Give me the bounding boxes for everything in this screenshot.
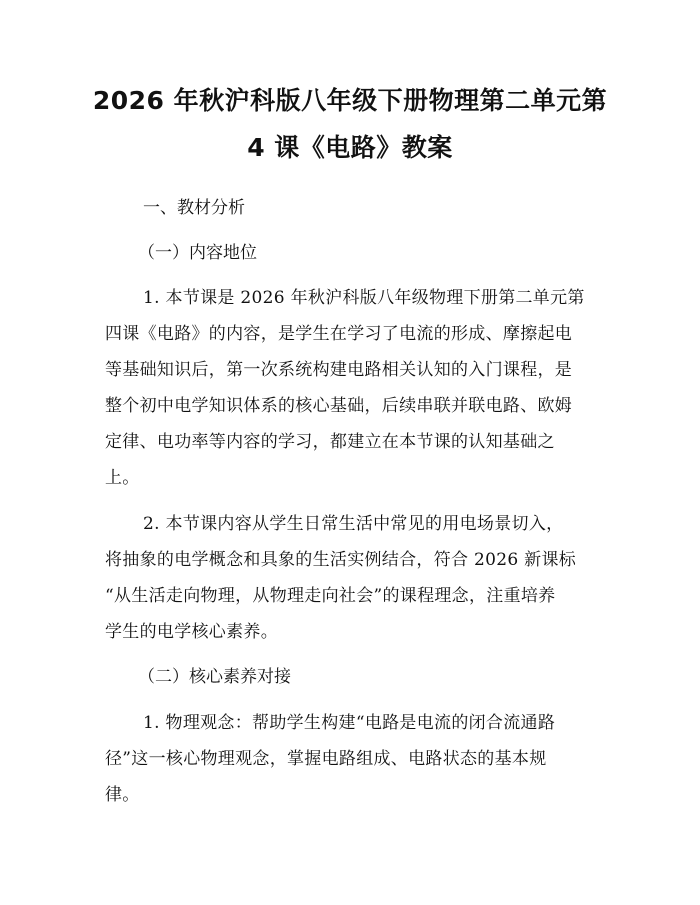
paragraph-2-line: 2. 本节课内容从学生日常生活中常见的用电场景切入，: [143, 514, 564, 534]
paragraph-1-line: 整个初中电学知识体系的核心基础，后续串联并联电路、欧姆: [105, 396, 573, 416]
paragraph-3-line: 径”这一核心物理观念，掌握电路组成、电路状态的基本规: [105, 749, 547, 769]
paragraph-2-line: 将抽象的电学概念和具象的生活实例结合，符合 2026 新课标: [105, 550, 577, 570]
paragraph-1-line: 上。: [105, 468, 140, 488]
paragraph-1-line: 四课《电路》的内容，是学生在学习了电流的形成、摩擦起电: [105, 324, 573, 344]
paragraph-3-line: 1. 物理观念：帮助学生构建“电路是电流的闭合流通路: [143, 713, 556, 733]
paragraph-1-line: 1. 本节课是 2026 年秋沪科版八年级物理下册第二单元第: [143, 288, 585, 308]
paragraph-1-line: 定律、电功率等内容的学习，都建立在本节课的认知基础之: [105, 432, 555, 452]
paragraph-2-line: “从生活走向物理，从物理走向社会”的课程理念，注重培养: [105, 586, 556, 606]
paragraph-1-line: 等基础知识后，第一次系统构建电路相关认知的入门课程，是: [105, 360, 573, 380]
section-heading-textbook-analysis: 一、教材分析: [143, 198, 245, 218]
subsection-heading-content-position: （一）内容地位: [138, 243, 257, 263]
document-title-line-1: 2026 年秋沪科版八年级下册物理第二单元第: [92, 86, 608, 115]
paragraph-3-line: 律。: [105, 785, 140, 805]
subsection-heading-core-competency: （二）核心素养对接: [138, 667, 291, 687]
paragraph-2-line: 学生的电学核心素养。: [105, 622, 278, 642]
document-title-line-2: 4 课《电路》教案: [247, 133, 453, 162]
